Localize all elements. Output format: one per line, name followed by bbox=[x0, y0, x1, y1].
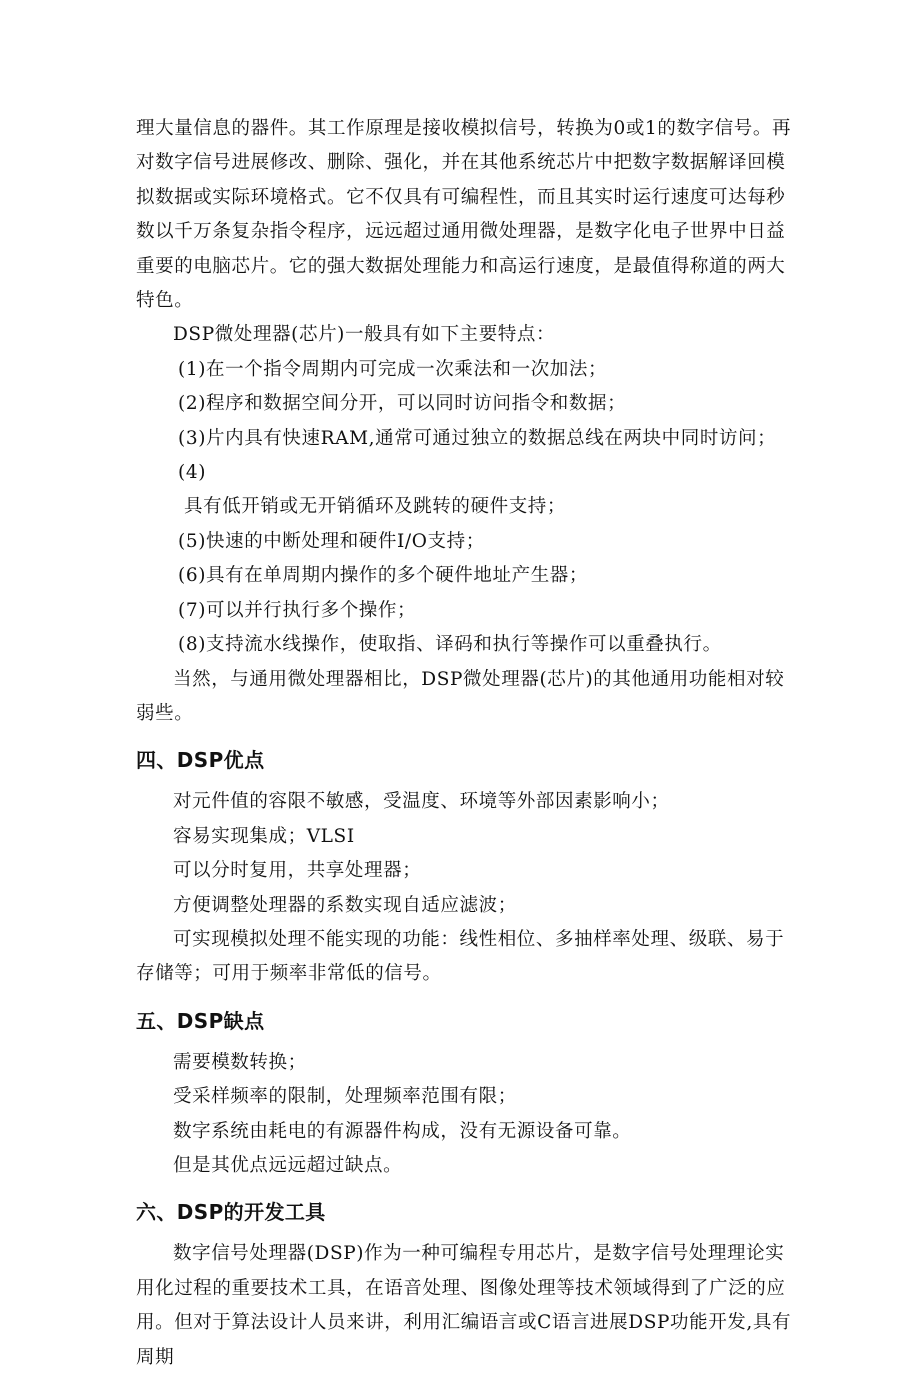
intro-paragraph: 理大量信息的器件。其工作原理是接收模拟信号，转换为0或1的数字信号。再对数字信号进展修改、删除、强化，并在其他系统芯片中把数字数据解译回模拟数据或实际环境格式。它不仅具有可编程性，而且其实时运行速度可达每秒数以千万条复杂指令程序，远远超过通用微处理器，是数字化电子世界中日益重要的电脑芯片。它的强大数据处理能力和高运行速度，是最值得称道的两大特色。 bbox=[136, 118, 792, 312]
section-heading-dev-tools: 六、DSP的开发工具 bbox=[136, 1200, 326, 1225]
feature-item-6: (6)具有在单周期内操作的多个硬件地址产生器； bbox=[178, 565, 589, 587]
disadvantages-list bbox=[136, 1046, 794, 1184]
advantage-item-1: 对元件值的容限不敏感，受温度、环境等外部因素影响小； bbox=[173, 791, 670, 813]
disadvantage-item-1: 需要模数转换； bbox=[173, 1051, 307, 1073]
feature-item-8: (8)支持流水线操作，使取指、译码和执行等操作可以重叠执行。 bbox=[178, 634, 722, 656]
advantages-list bbox=[136, 785, 794, 991]
feature-item-4: 具有低开销或无开销循环及跳转的硬件支持； bbox=[184, 496, 567, 518]
section-heading-disadvantages: 五、DSP缺点 bbox=[136, 1008, 265, 1033]
feature-item-3: (3)片内具有快速RAM,通常可通过独立的数据总线在两块中同时访问；(4) bbox=[178, 427, 777, 484]
feature-item-1: (1)在一个指令周期内可完成一次乘法和一次加法； bbox=[178, 358, 608, 380]
advantage-item-5: 可实现模拟处理不能实现的功能：线性相位、多抽样率处理、级联、易于存储等；可用于频率非常低的信号。 bbox=[136, 928, 785, 985]
section-heading-advantages: 四、DSP优点 bbox=[136, 748, 265, 773]
disadvantage-item-4: 但是其优点远远超过缺点。 bbox=[173, 1154, 403, 1176]
advantage-item-2: 容易实现集成；VLSI bbox=[173, 825, 355, 847]
advantage-item-4: 方便调整处理器的系数实现自适应滤波； bbox=[173, 894, 517, 916]
feature-item-5: (5)快速的中断处理和硬件I/O支持； bbox=[178, 530, 485, 552]
disadvantage-item-3: 数字系统由耗电的有源器件构成，没有无源设备可靠。 bbox=[173, 1120, 632, 1142]
disadvantage-item-2: 受采样频率的限制，处理频率范围有限； bbox=[173, 1086, 517, 1108]
features-list bbox=[136, 353, 794, 663]
dev-tools-paragraph: 数字信号处理器(DSP)作为一种可编程专用芯片，是数字信号处理理论实用化过程的重要技术工具，在语音处理、图像处理等技术领域得到了广泛的应用。但对于算法设计人员来讲，利用汇编语言或C语言进展DSP功能开发,具有周期 bbox=[136, 1243, 792, 1368]
features-closing: 当然，与通用微处理器相比，DSP微处理器(芯片)的其他通用功能相对较弱些。 bbox=[136, 668, 785, 724]
advantage-item-3: 可以分时复用，共享处理器； bbox=[173, 860, 422, 882]
feature-item-2: (2)程序和数据空间分开，可以同时访问指令和数据； bbox=[178, 393, 627, 415]
feature-item-7: (7)可以并行执行多个操作； bbox=[178, 599, 417, 621]
features-lead: DSP微处理器(芯片)一般具有如下主要特点： bbox=[173, 324, 556, 346]
